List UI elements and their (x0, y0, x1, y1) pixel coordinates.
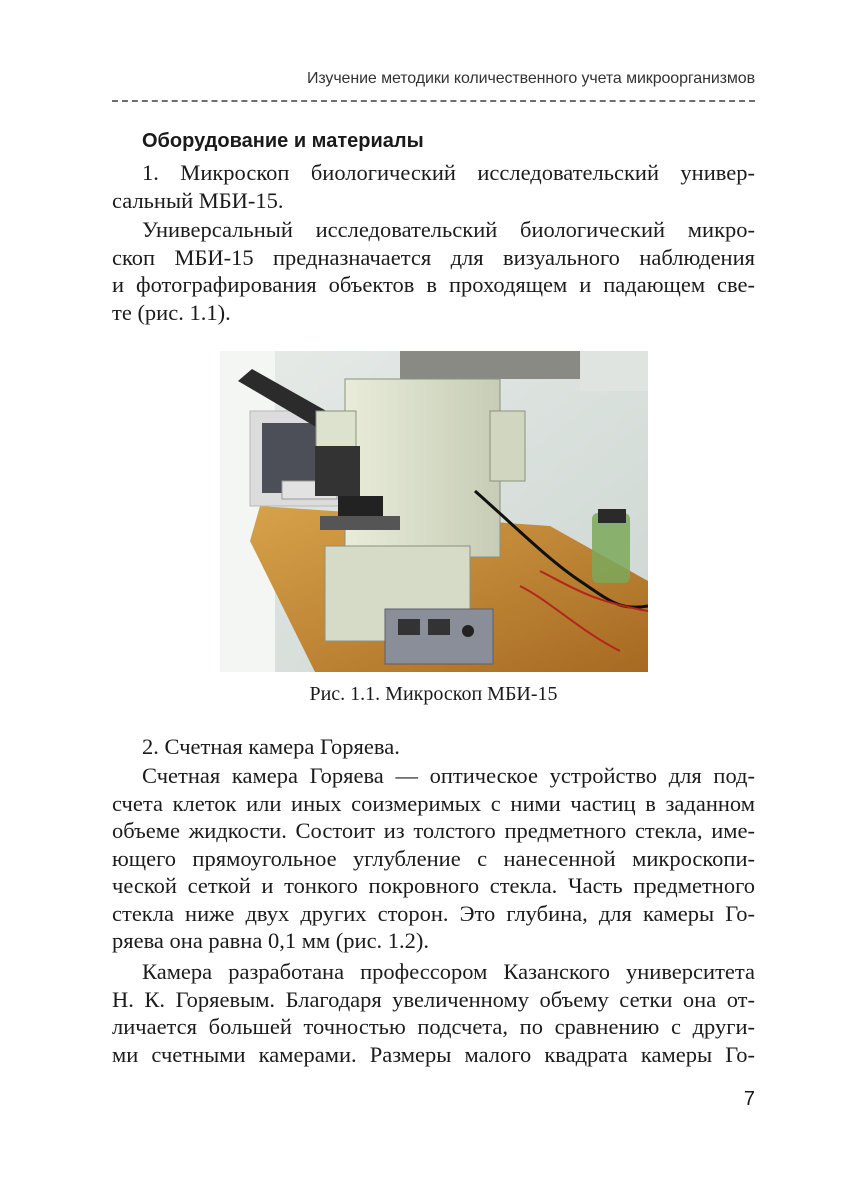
text-line: ряева она равна 0,1 мм (рис. 1.2). (112, 928, 430, 953)
paragraph-3 (112, 958, 755, 1068)
text-line: 1. Микроскоп биологический исследовательский универ- (142, 160, 755, 185)
text-line: 2. Счетная камера Горяева. (142, 734, 400, 759)
text-line: Камера разработана профессором Казанского университета (142, 959, 755, 984)
text-line: Счетная камера Горяева — оптическое устройство для под- (142, 763, 755, 788)
microscope-photo (220, 351, 648, 672)
item-1 (112, 159, 755, 214)
paragraph-2 (112, 762, 755, 955)
text-line: те (рис. 1.1). (112, 299, 231, 325)
text-line: личается большей точностью подсчета, по сравнению с други- (112, 1014, 755, 1039)
text-line: и фотографирования объектов в проходящем и падающем све- (112, 272, 755, 297)
header-rule (112, 100, 755, 102)
text-line: скоп МБИ-15 предназначается для визуального наблюдения (112, 244, 755, 270)
section-title: Оборудование и материалы (142, 130, 424, 152)
page-number: 7 (743, 1088, 755, 1110)
text-line: ческой сеткой и тонкого покровного стекла. Часть предметного (112, 873, 755, 898)
text-line: сальный МБИ-15. (112, 187, 284, 213)
text-line: ющего прямоугольное углубление с нанесенной микроскопи- (112, 845, 755, 871)
text-line: Универсальный исследовательский биологический микро- (142, 217, 755, 242)
text-line: Н. К. Горяевым. Благодаря увеличенному объему сетки она от- (112, 986, 755, 1012)
running-head: Изучение методики количественного учета микроорганизмов (306, 70, 755, 87)
text-line: ми счетными камерами. Размеры малого квадрата камеры Го- (112, 1041, 755, 1067)
text-line: счета клеток или иных соизмеримых с ними частиц в заданном (112, 790, 755, 816)
text-line: объеме жидкости. Состоит из толстого предметного стекла, име- (112, 818, 755, 843)
figure-caption: Рис. 1.1. Микроскоп МБИ-15 (309, 683, 558, 705)
paragraph-1 (112, 216, 755, 326)
text-line: стекла ниже двух других сторон. Это глубина, для камеры Го- (112, 900, 755, 926)
item-2-title (112, 733, 755, 761)
